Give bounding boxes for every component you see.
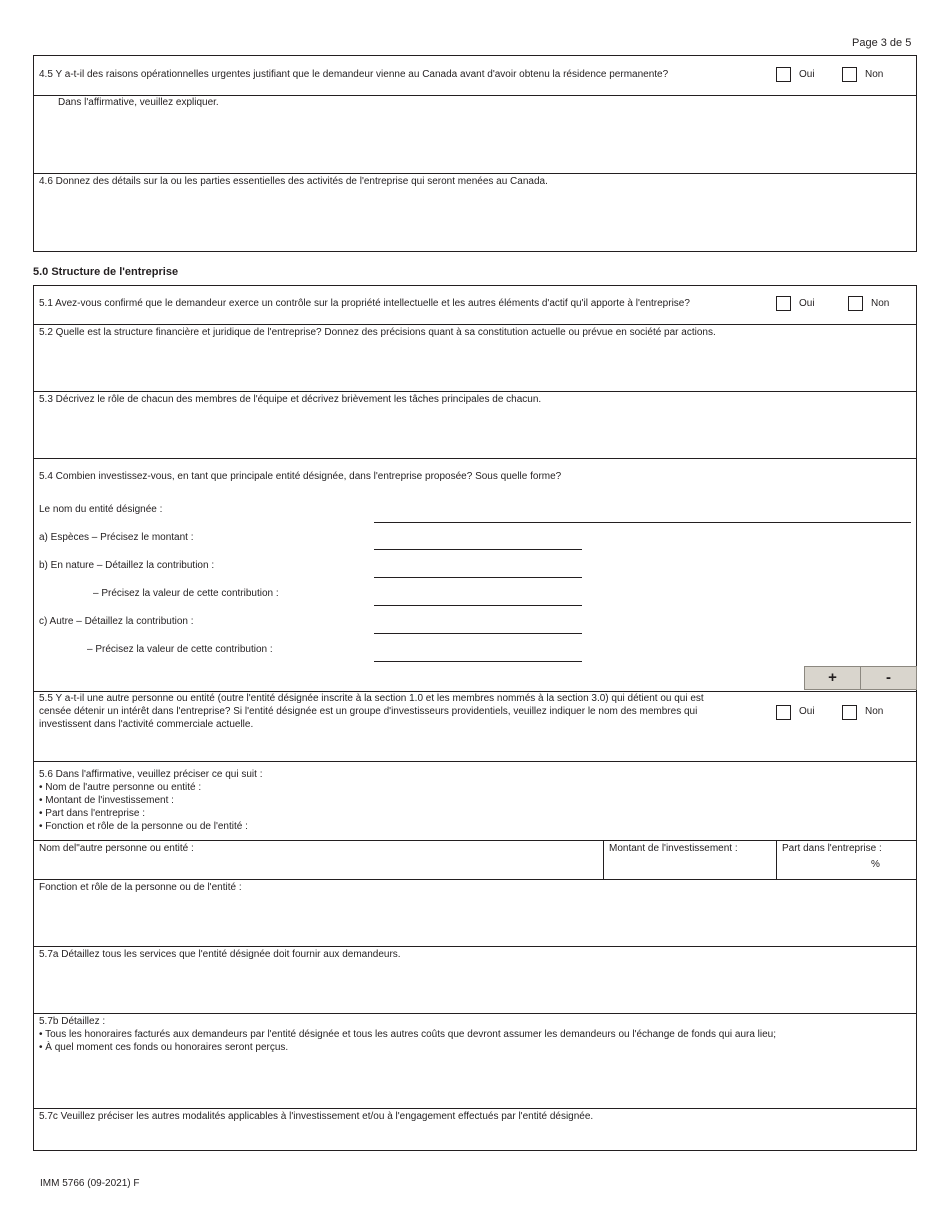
other-person-name-label: Nom del"autre personne ou entité : xyxy=(39,843,194,854)
cash-label: a) Espèces – Précisez le montant : xyxy=(39,532,194,543)
q5-6-bullet: • Part dans l'entreprise : xyxy=(39,808,146,819)
q4-5-yes-checkbox[interactable] xyxy=(776,67,791,82)
in-kind-value-input[interactable] xyxy=(374,605,582,606)
q5-5-no-checkbox[interactable] xyxy=(842,705,857,720)
q5-5-line3: investissent dans l'activité commerciale actuelle. xyxy=(39,719,254,730)
q4-5-question: 4.5 Y a-t-il des raisons opérationnelles urgentes justifiant que le demandeur vienne au Canada avant d'avoir obtenu la résidence permanente? xyxy=(39,69,669,80)
q5-7a-question: 5.7a Détaillez tous les services que l'entité désignée doit fournir aux demandeurs. xyxy=(39,949,401,960)
other-value-label: – Précisez la valeur de cette contribution : xyxy=(87,644,273,655)
q4-5-explain-label: Dans l'affirmative, veuillez expliquer. xyxy=(58,97,219,108)
investment-amount-field[interactable] xyxy=(609,856,771,876)
q5-1-no-checkbox[interactable] xyxy=(848,296,863,311)
q5-5-line2: censée détenir un intérêt dans l'entreprise? Si l'entité désignée est un groupe d'investisseurs providentiels, veuillez indiquer le nom des membres qui xyxy=(39,706,698,717)
q5-7b-intro: 5.7b Détaillez : xyxy=(39,1016,106,1027)
divider xyxy=(33,391,917,392)
divider xyxy=(33,840,917,841)
q4-5-explain-field[interactable] xyxy=(40,112,910,170)
page-number: Page 3 de 5 xyxy=(852,37,912,49)
q5-5-yes-label: Oui xyxy=(799,706,815,717)
percent-sign: % xyxy=(871,859,880,870)
q5-3-field[interactable] xyxy=(40,408,910,455)
entity-name-label: Le nom du entité désignée : xyxy=(39,504,163,515)
q5-5-yes-checkbox[interactable] xyxy=(776,705,791,720)
other-value-input[interactable] xyxy=(374,661,582,662)
q5-6-bullet: • Montant de l'investissement : xyxy=(39,795,174,806)
q4-5-no-checkbox[interactable] xyxy=(842,67,857,82)
divider xyxy=(33,761,917,762)
role-label: Fonction et rôle de la personne ou de l'entité : xyxy=(39,882,242,893)
divider xyxy=(33,946,917,947)
add-button[interactable]: + xyxy=(804,666,861,690)
divider xyxy=(33,1013,917,1014)
share-label: Part dans l'entreprise : xyxy=(782,843,882,854)
section5-title: 5.0 Structure de l'entreprise xyxy=(33,266,179,278)
q5-1-yes-checkbox[interactable] xyxy=(776,296,791,311)
divider xyxy=(33,879,917,880)
q5-2-field[interactable] xyxy=(40,341,910,388)
cash-amount-input[interactable] xyxy=(374,549,582,550)
divider xyxy=(33,458,917,459)
q5-7a-field[interactable] xyxy=(40,963,910,1010)
divider xyxy=(33,1108,917,1109)
q5-6-bullet: • Nom de l'autre personne ou entité : xyxy=(39,782,202,793)
form-code: IMM 5766 (09-2021) F xyxy=(40,1178,140,1189)
q5-3-question: 5.3 Décrivez le rôle de chacun des membres de l'équipe et décrivez brièvement les tâches principales de chacun. xyxy=(39,394,542,405)
in-kind-contribution-input[interactable] xyxy=(374,577,582,578)
q5-2-question: 5.2 Quelle est la structure financière et juridique de l'entreprise? Donnez des précisions quant à sa constitution actuelle ou prévue en société par actions. xyxy=(39,327,716,338)
q5-7c-field[interactable] xyxy=(40,1125,910,1148)
q4-5-no-label: Non xyxy=(865,69,884,80)
q5-7b-bullet1: • Tous les honoraires facturés aux demandeurs par l'entité désignée et tous les autres coûts que devront assumer les demandeurs ou l'échange de fonds qui aura lieu; xyxy=(39,1029,777,1040)
q5-6-bullet: • Fonction et rôle de la personne ou de l'entité : xyxy=(39,821,248,832)
q5-7b-field[interactable] xyxy=(40,1056,910,1105)
q5-4-question: 5.4 Combien investissez-vous, en tant que principale entité désignée, dans l'entreprise proposée? Sous quelle forme? xyxy=(39,471,562,482)
column-divider xyxy=(776,840,777,879)
q5-1-yes-label: Oui xyxy=(799,298,815,309)
role-field[interactable] xyxy=(40,896,910,943)
q4-6-field[interactable] xyxy=(40,190,910,248)
investment-amount-label: Montant de l'investissement : xyxy=(609,843,738,854)
divider xyxy=(33,324,917,325)
share-field[interactable] xyxy=(782,856,867,876)
q5-1-question: 5.1 Avez-vous confirmé que le demandeur exerce un contrôle sur la propriété intellectuelle et les autres éléments d'actif qu'il apporte à l'entreprise? xyxy=(39,298,690,309)
column-divider xyxy=(603,840,604,879)
q5-1-no-label: Non xyxy=(871,298,890,309)
q5-5-line1: 5.5 Y a-t-il une autre personne ou entité (outre l'entité désignée inscrite à la section 1.0 et les membres nommés à la section 3.0) qui détient ou qui est xyxy=(39,693,704,704)
q5-5-no-label: Non xyxy=(865,706,884,717)
q4-5-yes-label: Oui xyxy=(799,69,815,80)
in-kind-value-label: – Précisez la valeur de cette contribution : xyxy=(93,588,279,599)
q4-6-question: 4.6 Donnez des détails sur la ou les parties essentielles des activités de l'entreprise qui seront menées au Canada. xyxy=(39,176,548,187)
other-person-name-field[interactable] xyxy=(40,856,598,876)
in-kind-label: b) En nature – Détaillez la contribution : xyxy=(39,560,215,571)
entity-name-input[interactable] xyxy=(374,522,911,523)
q5-7b-bullet2: • À quel moment ces fonds ou honoraires seront perçus. xyxy=(39,1042,289,1053)
q5-7c-question: 5.7c Veuillez préciser les autres modalités applicables à l'investissement et/ou à l'engagement effectués par l'entité désignée. xyxy=(39,1111,594,1122)
divider xyxy=(33,173,917,174)
other-contribution-input[interactable] xyxy=(374,633,582,634)
remove-button[interactable]: - xyxy=(860,666,917,690)
other-label: c) Autre – Détaillez la contribution : xyxy=(39,616,194,627)
q5-6-intro: 5.6 Dans l'affirmative, veuillez préciser ce qui suit : xyxy=(39,769,263,780)
